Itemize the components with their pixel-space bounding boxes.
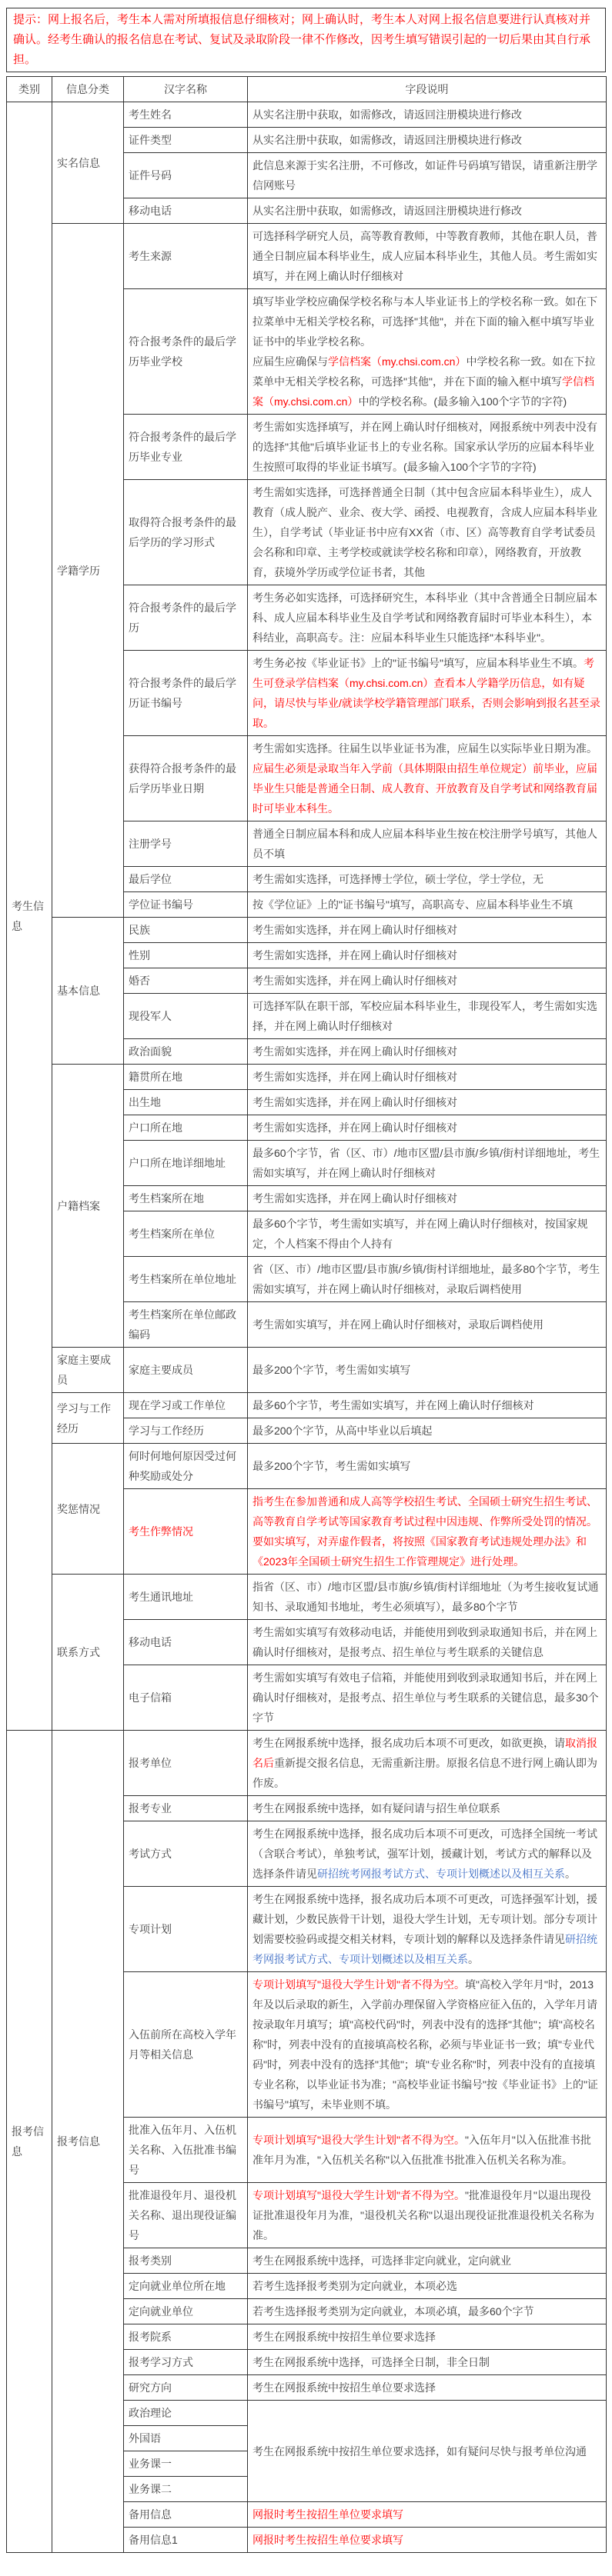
field-name-cell: 考生来源 bbox=[124, 224, 248, 289]
field-name-cell: 批准退役年月、退役机关名称、退出现役证编号 bbox=[124, 2183, 248, 2248]
table-row bbox=[7, 918, 607, 943]
info-class-cell: 报考信息 bbox=[52, 1731, 124, 2553]
desc-text: 应届生必须是录取当年入学前（具体期限由招生单位规定）前毕业，应届毕业生只能是普通全日制、成人教育、开放教育及自学考试和网络教育届时可毕业本科生。 bbox=[252, 762, 597, 815]
field-desc-cell bbox=[248, 2274, 607, 2299]
field-desc-cell bbox=[248, 2183, 607, 2248]
desc-text: 。 bbox=[468, 1953, 479, 1965]
table-row bbox=[7, 1444, 607, 1489]
table-row bbox=[7, 102, 607, 128]
desc-text: （my.chsi.com.cn） bbox=[371, 355, 467, 368]
inline-link[interactable]: 研招统考网报考试方式、专项计划概述以及相互关系 bbox=[317, 1868, 565, 1880]
desc-text: 专项计划填写"退役大学生计划"者不得为空。 bbox=[252, 2134, 465, 2146]
field-name-cell: 报考专业 bbox=[124, 1796, 248, 1821]
field-name-cell: 获得符合报考条件的最后学历毕业日期 bbox=[124, 736, 248, 821]
desc-text: 考生需如实选择，并在网上确认时仔细核对 bbox=[252, 949, 457, 961]
field-name-cell: 户口所在地详细地址 bbox=[124, 1141, 248, 1186]
desc-text: 。 bbox=[565, 1868, 576, 1880]
field-desc-cell bbox=[248, 1575, 607, 1620]
field-desc-cell bbox=[248, 1090, 607, 1115]
desc-text: 考生在网报系统中选择，可选择全日制，非全日制 bbox=[252, 2356, 490, 2368]
field-name-cell: 现在学习或工作单位 bbox=[124, 1393, 248, 1418]
table-body bbox=[7, 102, 607, 2553]
header-field-desc: 字段说明 bbox=[248, 77, 607, 102]
field-name-cell: 考生档案所在单位 bbox=[124, 1211, 248, 1257]
field-desc-cell bbox=[248, 1039, 607, 1065]
desc-text: 从实名注册中获取，如需修改，请返回注册模块进行修改 bbox=[252, 134, 522, 146]
field-desc-cell bbox=[248, 994, 607, 1039]
field-desc-cell bbox=[248, 1348, 607, 1393]
desc-text: 中的学校名称。(最多输入100个字节的字符) bbox=[358, 395, 567, 408]
field-desc-cell bbox=[248, 224, 607, 289]
field-desc-cell bbox=[248, 736, 607, 821]
header-field-name: 汉字名称 bbox=[124, 77, 248, 102]
notice-box bbox=[6, 8, 606, 72]
notice-text: 提示：网上报名后，考生本人需对所填报信息仔细核对；网上确认时，考生本人对网上报名信息要进行认真核对并确认。经考生确认的报名信息在考试、复试及录取阶段一律不作修改，因考生填写错误引起的一切后果由其自行承担。 bbox=[13, 13, 591, 66]
desc-text: 可选择科学研究人员，高等教育教师，中等教育教师，其他在职人员，普通全日制应届本科毕业生，成人应届本科毕业生，其他人员。考生需如实填写，并在网上确认时仔细核对 bbox=[252, 230, 597, 282]
desc-text: 考生需如实选择，可选择博士学位，硕士学位，学士学位，无 bbox=[252, 873, 543, 885]
desc-text: 考生需如实选择，并在网上确认时仔细核对 bbox=[252, 1045, 457, 1058]
field-desc-cell bbox=[248, 480, 607, 585]
desc-text: 从实名注册中获取，如需修改，请返回注册模块进行修改 bbox=[252, 205, 522, 217]
desc-text: 考生在网报系统中选择，报名成功后本项不可更改，可选择全国统一考试（含联合考试），单独考试，强军计划，援藏计划，考试方式的解释以及选择条件请见 bbox=[252, 1828, 597, 1880]
header-info-class: 信息分类 bbox=[52, 77, 124, 102]
desc-text: 考生需如实选择，并在网上确认时仔细核对 bbox=[252, 1096, 457, 1108]
desc-text: 网报时考生按招生单位要求填写 bbox=[252, 2534, 403, 2546]
field-name-cell: 报考学习方式 bbox=[124, 2350, 248, 2375]
field-desc-cell bbox=[248, 289, 607, 415]
field-desc-cell bbox=[248, 2299, 607, 2324]
field-desc-cell bbox=[248, 1302, 607, 1348]
field-desc-cell bbox=[248, 1731, 607, 1796]
inline-link[interactable]: 学信档案 bbox=[328, 355, 371, 368]
field-desc-cell bbox=[248, 2350, 607, 2375]
desc-text: 最多60个字节，考生需如实填写，并在网上确认时仔细核对，按国家规定，个人档案不得由个人持有 bbox=[252, 1218, 588, 1250]
field-name-cell: 符合报考条件的最后学历毕业专业 bbox=[124, 415, 248, 480]
field-name-cell: 考生档案所在地 bbox=[124, 1186, 248, 1211]
inline-link[interactable]: 研招统考网报考试方式、专项计划概述以及相互关系 bbox=[252, 1933, 597, 1965]
field-desc-cell bbox=[248, 102, 607, 128]
field-name-cell: 批准入伍年月、入伍机关名称、入伍批准书编号 bbox=[124, 2118, 248, 2183]
desc-text: 普通全日制应届本科和成人应届本科毕业生按在校注册学号填写，其他人员不填 bbox=[252, 828, 597, 860]
field-name-cell: 考生档案所在单位邮政编码 bbox=[124, 1302, 248, 1348]
desc-text: 此信息来源于实名注册，不可修改，如证件号码填写错误，请重新注册学信网账号 bbox=[252, 159, 597, 192]
field-name-cell: 何时何地何原因受过何种奖励或处分 bbox=[124, 1444, 248, 1489]
info-class-cell: 户籍档案 bbox=[52, 1065, 124, 1348]
desc-text: 考生需如实选择。往届生以毕业证书为准，应届生以实际毕业日期为准。 bbox=[252, 742, 597, 755]
field-desc-cell bbox=[248, 1489, 607, 1575]
field-name-cell: 考生作弊情况 bbox=[124, 1489, 248, 1575]
field-desc-cell bbox=[248, 892, 607, 918]
desc-text: 省（区、市）/地市区盟/县市旗/乡镇/街村详细地址，最多80个字节，考生需如实填写，并在网上确认时仔细核对，录取后调档使用 bbox=[252, 1263, 600, 1295]
field-name-cell: 报考单位 bbox=[124, 1731, 248, 1796]
field-name-cell: 移动电话 bbox=[124, 1620, 248, 1665]
field-name-cell: 符合报考条件的最后学历 bbox=[124, 585, 248, 651]
desc-text: 考生务必按《毕业证书》上的"证书编号"填写，应届本科毕业生不填。 bbox=[252, 657, 584, 669]
desc-text: 网报时考生按招生单位要求填写 bbox=[252, 2508, 403, 2521]
field-desc-cell bbox=[248, 1444, 607, 1489]
field-desc-cell bbox=[248, 2375, 607, 2401]
field-desc-cell bbox=[248, 1186, 607, 1211]
field-desc-cell bbox=[248, 2401, 607, 2502]
category-cell: 报考信息 bbox=[7, 1731, 52, 2553]
field-desc-cell bbox=[248, 153, 607, 198]
field-desc-cell bbox=[248, 2118, 607, 2183]
field-name-cell: 专项计划 bbox=[124, 1887, 248, 1972]
desc-text: 专项计划填写"退役大学生计划"者不得为空。 bbox=[252, 1978, 465, 1991]
inline-link[interactable]: 学信档案（my.chsi.com.cn） bbox=[252, 375, 594, 408]
field-desc-cell bbox=[248, 968, 607, 994]
field-desc-cell bbox=[248, 585, 607, 651]
field-name-cell: 户口所在地 bbox=[124, 1115, 248, 1141]
info-class-cell: 学习与工作经历 bbox=[52, 1393, 124, 1444]
desc-text: 考生需如实选择，并在网上确认时仔细核对 bbox=[252, 1192, 457, 1205]
field-name-cell: 出生地 bbox=[124, 1090, 248, 1115]
field-name-cell: 政治面貌 bbox=[124, 1039, 248, 1065]
desc-text: "入伍年月"以入伍批准书批准年月为准，"入伍机关名称"以入伍批准书批准入伍机关名称为准。 bbox=[252, 2134, 591, 2166]
field-name-cell: 证件类型 bbox=[124, 128, 248, 153]
info-class-cell: 奖惩情况 bbox=[52, 1444, 124, 1575]
desc-text: 考生需如实选择，并在网上确认时仔细核对 bbox=[252, 1121, 457, 1134]
field-name-cell: 业务课一 bbox=[124, 2451, 248, 2477]
field-name-cell: 电子信箱 bbox=[124, 1665, 248, 1731]
field-name-cell: 注册学号 bbox=[124, 821, 248, 867]
field-name-cell: 现役军人 bbox=[124, 994, 248, 1039]
desc-text: 考生需如实填写，并在网上确认时仔细核对，录取后调档使用 bbox=[252, 1318, 543, 1331]
table-row bbox=[7, 1065, 607, 1090]
field-desc-cell bbox=[248, 1821, 607, 1887]
field-desc-cell bbox=[248, 943, 607, 968]
field-desc-cell bbox=[248, 1257, 607, 1302]
field-desc-cell bbox=[248, 651, 607, 736]
field-desc-cell bbox=[248, 198, 607, 224]
field-name-cell: 考生姓名 bbox=[124, 102, 248, 128]
field-name-cell: 婚否 bbox=[124, 968, 248, 994]
desc-text: 考生可登录学信档案（my.chsi.com.cn）查看本人学籍学历信息，如有疑问，请尽快与毕业/就读学校学籍管理部门联系，否则会影响到报名甚至录取。 bbox=[252, 657, 600, 729]
desc-text: 最多200个字节，考生需如实填写 bbox=[252, 1460, 411, 1472]
desc-text: 按《学位证》上的"证书编号"填写，高职高专、应届本科毕业生不填 bbox=[252, 898, 573, 911]
field-name-cell: 考生通讯地址 bbox=[124, 1575, 248, 1620]
field-name-cell: 取得符合报考条件的最后学历的学习形式 bbox=[124, 480, 248, 585]
desc-text: 考生需如实选择，并在网上确认时仔细核对 bbox=[252, 1071, 457, 1083]
field-name-cell: 备用信息1 bbox=[124, 2528, 248, 2553]
field-desc-cell bbox=[248, 1887, 607, 1972]
desc-text: 考生在网报系统中按招生单位要求选择 bbox=[252, 2381, 436, 2394]
desc-text: 考生需如实填写有效电子信箱，并能使用到收到录取通知书后，并在网上确认时仔细核对，是报考点、招生单位与考生联系的关键信息，最多30个字节 bbox=[252, 1671, 599, 1724]
field-desc-cell bbox=[248, 1665, 607, 1731]
field-desc-cell bbox=[248, 2502, 607, 2528]
desc-text: 指考生在参加普通和成人高等学校招生考试、全国硕士研究生招生考试、高等教育自学考试等国家教育考试过程中因违规、作弊所受处罚的情况。要如实填写，对弄虚作假者，将按照《国家教育考试违规处理办法》和《2023年全国硕士研究生招生工作管理规定》进行处理。 bbox=[252, 1495, 597, 1568]
desc-text: 可选择军队在职干部，军校应届本科毕业生，非现役军人，考生需如实选择，并在网上确认时仔细核对 bbox=[252, 1000, 597, 1032]
field-desc-cell bbox=[248, 1796, 607, 1821]
desc-text: 考生需如实填写有效移动电话，并能使用到收到录取通知书后，并在网上确认时仔细核对，是报考点、招生单位与考生联系的关键信息 bbox=[252, 1626, 597, 1658]
info-class-cell: 实名信息 bbox=[52, 102, 124, 224]
field-desc-cell bbox=[248, 867, 607, 892]
table-row bbox=[7, 1575, 607, 1620]
field-name-cell: 最后学位 bbox=[124, 867, 248, 892]
desc-text: 从实名注册中获取，如需修改，请返回注册模块进行修改 bbox=[252, 108, 522, 121]
desc-text: 考生在网报系统中按招生单位要求选择，如有疑问尽快与报考单位沟通 bbox=[252, 2444, 587, 2458]
field-name-cell: 移动电话 bbox=[124, 198, 248, 224]
field-name-cell: 民族 bbox=[124, 918, 248, 943]
table-row bbox=[7, 224, 607, 289]
field-desc-cell bbox=[248, 918, 607, 943]
desc-text: 最多200个字节，考生需如实填写 bbox=[252, 1364, 411, 1376]
field-desc-cell bbox=[248, 1141, 607, 1186]
header-row bbox=[7, 77, 607, 102]
field-name-cell: 学位证书编号 bbox=[124, 892, 248, 918]
page bbox=[6, 8, 606, 2553]
desc-text: 应届生应确保与 bbox=[252, 355, 328, 368]
desc-text: 考生在网报系统中选择，报名成功后本项不可更改，可选择强军计划，援藏计划，少数民族骨干计划，退役大学生计划，无专项计划。部分专项计划需要校验码或提交相关材料，专项计划的解释以及选择条件请见 bbox=[252, 1893, 597, 1945]
desc-text: 考生在网报系统中选择，可选择非定向就业，定向就业 bbox=[252, 2254, 511, 2267]
field-desc-cell bbox=[248, 821, 607, 867]
desc-text: 最多60个字节，省（区、市）/地市区盟/县市旗/乡镇/街村详细地址，考生需如实填写，并在网上确认时仔细核对 bbox=[252, 1147, 600, 1179]
field-name-cell: 报考类别 bbox=[124, 2248, 248, 2274]
desc-text: 重新提交报名信息，无需重新注册。原报名信息不进行网上确认即为作废。 bbox=[252, 1757, 597, 1789]
header-category: 类别 bbox=[7, 77, 52, 102]
field-desc-cell bbox=[248, 1065, 607, 1090]
field-desc-cell bbox=[248, 2324, 607, 2350]
desc-text: 中学校名称一致。如在下拉菜单中无相关学校名称，可选择"其他"，并在下面的输入框中填写 bbox=[252, 355, 596, 388]
field-name-cell: 学习与工作经历 bbox=[124, 1418, 248, 1444]
desc-text: 最多200个字节，从高中毕业以后填起 bbox=[252, 1425, 433, 1437]
field-desc-cell bbox=[248, 415, 607, 480]
field-desc-cell bbox=[248, 1972, 607, 2118]
field-name-cell: 符合报考条件的最后学历证书编号 bbox=[124, 651, 248, 736]
desc-text: 考生需如实选择，可选择普通全日制（其中包含应届本科毕业生），成人教育（成人脱产、业余、夜大学、函授、电视教育，含成人应届本科毕业生），自学考试（毕业证书中应有XX省（市、区）高等教育自学考试委员会名称和印章、主考学校或就读学校名称和印章），网络教育，开放教育，获境外学历或学位证书者，其他 bbox=[252, 486, 597, 578]
field-name-cell: 政治理论 bbox=[124, 2401, 248, 2426]
field-name-cell: 外国语 bbox=[124, 2426, 248, 2451]
field-name-cell: 家庭主要成员 bbox=[124, 1348, 248, 1393]
field-name-cell: 报考院系 bbox=[124, 2324, 248, 2350]
field-name-cell: 性别 bbox=[124, 943, 248, 968]
field-desc-cell bbox=[248, 1211, 607, 1257]
field-name-cell: 考生档案所在单位地址 bbox=[124, 1257, 248, 1302]
table-row bbox=[7, 1731, 607, 1796]
desc-text: 指省（区、市）/地市区盟/县市旗/乡镇/街村详细地址（为考生接收复试通知书、录取通知书地址，考生必须填写），最多80个字节 bbox=[252, 1581, 599, 1613]
field-desc-cell bbox=[248, 1418, 607, 1444]
desc-text: 考生在网报系统中选择，报名成功后本项不可更改，如欲更换，请 bbox=[252, 1737, 565, 1749]
field-name-cell: 研究方向 bbox=[124, 2375, 248, 2401]
field-name-cell: 入伍前所在高校入学年月等相关信息 bbox=[124, 1972, 248, 2118]
info-class-cell: 基本信息 bbox=[52, 918, 124, 1065]
table-row bbox=[7, 1348, 607, 1393]
info-class-cell: 家庭主要成员 bbox=[52, 1348, 124, 1393]
field-name-cell: 籍贯所在地 bbox=[124, 1065, 248, 1090]
field-desc-cell bbox=[248, 2528, 607, 2553]
desc-text: 考生需如实选择，并在网上确认时仔细核对 bbox=[252, 924, 457, 936]
field-desc-cell bbox=[248, 2248, 607, 2274]
field-desc-cell bbox=[248, 128, 607, 153]
field-name-cell: 符合报考条件的最后学历毕业学校 bbox=[124, 289, 248, 415]
desc-text: 考生在网报系统中选择，如有疑问请与招生单位联系 bbox=[252, 1802, 500, 1815]
desc-text: 考生在网报系统中按招生单位要求选择 bbox=[252, 2331, 436, 2343]
info-class-cell: 联系方式 bbox=[52, 1575, 124, 1731]
registration-fields-table bbox=[6, 76, 607, 2553]
desc-text: 专项计划填写"退役大学生计划"者不得为空。 bbox=[252, 2189, 465, 2201]
desc-text: 填"高校入学年月"时，2013年及以后录取的新生，入学前办理保留入学资格应征入伍的，入学年月请按录取年月填写；填"高校代码"时，列表中没有的选择"其他"；填"高校名称"时，列表中没有的直接填高校名称，必须与毕业证书一致；填"专业代码"时，列表中没有的选择"其他"；填"专业名称"时，列表中没有的直接填专业名称，以毕业证书为准；"高校毕业证书编号"按《毕业证书》上的"证书编号"填写，未毕业则不填。 bbox=[252, 1978, 598, 2111]
desc-text: 取消报名后 bbox=[252, 1737, 597, 1769]
field-name-cell: 定向就业单位所在地 bbox=[124, 2274, 248, 2299]
field-desc-cell bbox=[248, 1393, 607, 1418]
desc-text: 考生需如实选择填写，并在网上确认时仔细核对，网报系统中列表中没有的选择"其他"后填毕业证书上的专业名称。国家承认学历的应届本科毕业生按照可取得的毕业证书填写。(最多输入100个字节的字符) bbox=[252, 421, 597, 473]
desc-text: 考生务必如实选择，可选择研究生，本科毕业（其中含普通全日制应届本科、成人应届本科毕业生及自学考试和网络教育届时可毕业本科生），本科结业，高职高专。注：应届本科毕业生只能选择"本科毕业"。 bbox=[252, 592, 597, 644]
field-name-cell: 备用信息 bbox=[124, 2502, 248, 2528]
field-desc-cell bbox=[248, 1115, 607, 1141]
desc-text: 考生需如实选择，并在网上确认时仔细核对 bbox=[252, 975, 457, 987]
field-name-cell: 定向就业单位 bbox=[124, 2299, 248, 2324]
desc-text: 填写毕业学校应确保学校名称与本人毕业证书上的学校名称一致。如在下拉菜单中无相关学校名称，可选择"其他"，并在下面的输入框中填写毕业证书中的毕业学校名称。 bbox=[252, 295, 597, 348]
table-row bbox=[7, 1393, 607, 1418]
desc-text: "批准退役年月"以退出现役证批准退役年月为准，"退役机关名称"以退出现役证批准退役机关名称为准。 bbox=[252, 2189, 594, 2241]
info-class-cell: 学籍学历 bbox=[52, 224, 124, 918]
desc-text: 若考生选择报考类别为定向就业，本项必填，最多60个字节 bbox=[252, 2305, 534, 2318]
category-cell: 考生信息 bbox=[7, 102, 52, 1731]
desc-text: 若考生选择报考类别为定向就业，本项必选 bbox=[252, 2280, 457, 2292]
field-name-cell: 证件号码 bbox=[124, 153, 248, 198]
field-desc-cell bbox=[248, 1620, 607, 1665]
field-name-cell: 业务课二 bbox=[124, 2477, 248, 2502]
field-name-cell: 考试方式 bbox=[124, 1821, 248, 1887]
desc-text: 最多60个字节，考生需如实填写，并在网上确认时仔细核对 bbox=[252, 1399, 534, 1411]
